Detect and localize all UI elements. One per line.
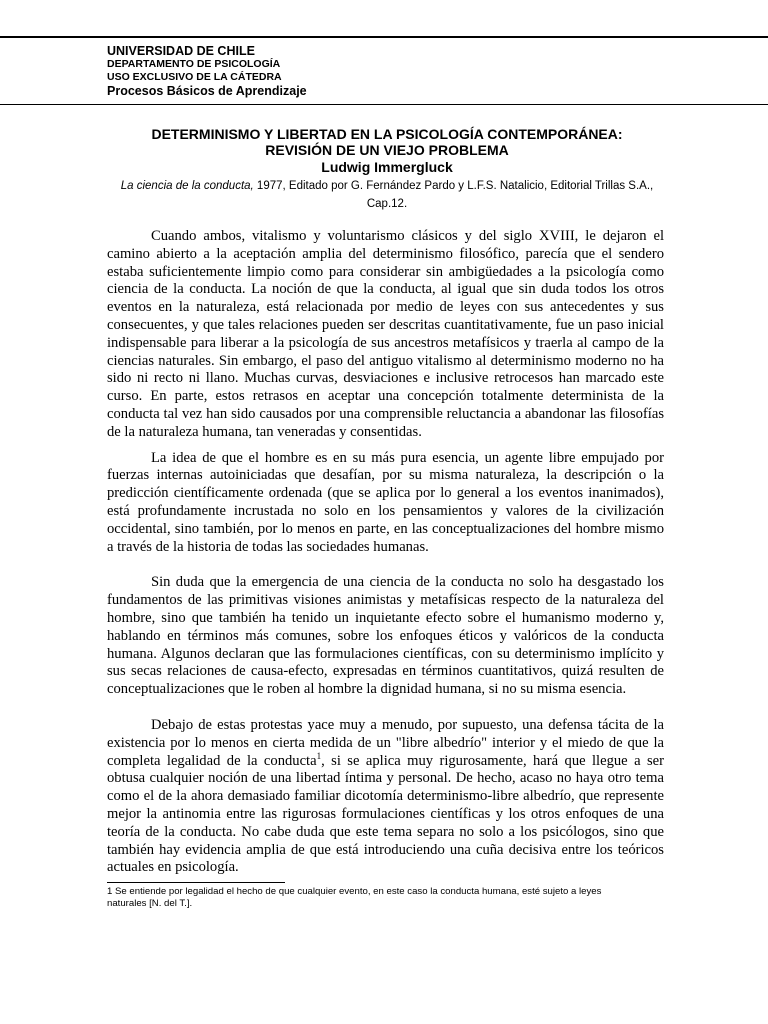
department-name: DEPARTAMENTO DE PSICOLOGÍA	[107, 58, 281, 70]
paragraph-2: La idea de que el hombre es en su más pura esencia, un agente libre empujado por fuerzas internas autoiniciadas que desafían, por su misma naturaleza, la descripción o la predicción científicamente ordenada (que se aplica por lo general a los eventos inanimados), está profundamente incrustada no solo en los pensamientos y valores de la civilización occidental, sino también, por lo menos en parte, en las conceptualizaciones del hombre mismo a través de la historia de todas las sociedades humanas.	[107, 449, 664, 555]
usage-note: USO EXCLUSIVO DE LA CÁTEDRA	[107, 71, 282, 83]
paragraph-4-part2: , si se aplica muy rigurosamente, hará que llegue a ser obtusa cualquier noción de una libertad íntima y personal. De hecho, acaso no haya otro tema como el de la ahora demasiado familiar dicotomía determinismo-libre albedrío, que represente mejor la antinomia entre las rigurosas formulaciones científicas y los otros enfoques de una teoría de la conducta. No cabe duda que este tema separa no solo a los psicólogos, sino que también hay evidencia amplia de que está introduciendo una cuña decisiva entre los teóricos actuales en psicología.	[107, 752, 664, 876]
article-title-block	[107, 126, 667, 213]
paragraph-4-part1: Debajo de estas protestas yace muy a menudo, por supuesto, una defensa tácita de la existencia por lo menos en cierta medida de un "libre albedrío" interior y el miedo de que la completa legalidad de la conducta	[107, 716, 664, 769]
university-name: UNIVERSIDAD DE CHILE	[107, 44, 255, 58]
footnote-reference[interactable]: 1	[316, 750, 322, 761]
article-body	[107, 228, 664, 895]
citation-book-title: La ciencia de la conducta,	[120, 180, 254, 192]
paragraph-4	[107, 717, 664, 877]
citation-details: 1977, Editado por G. Fernández Pardo y L.F.S. Natalicio, Editorial Trillas S.A., Cap.12.	[253, 180, 654, 210]
paragraph-1: Cuando ambos, vitalismo y voluntarismo clásicos y del siglo XVIII, le dejaron el camino abierto a la aceptación amplia del determinismo filosófico, parecía que el sendero estaba suficientemente limpio como para considerar sin ambigüedades a la psicología como ciencia de la conducta. La noción de que la conducta, al igual que sin duda todos los otros eventos en la naturaleza, está relacionada por medio de leyes con sus antecedentes y sus consecuentes, y que tales relaciones pueden ser descritas cuantitativamente, fue un paso inicial indispensable para liberar a la psicología de sus ancestros metafísicos y traerla al campo de la ciencias naturales. Sin embargo, el paso del antiguo vitalismo al determinismo moderno no ha sido ni recto ni llano. Muchas curvas, desviaciones e inclusive retrocesos han marcado este curso. En parte, estos retrasos en aceptar una concepción totalmente determinista de la conducta tal vez han sido causados por una comprensible reluctancia a abandonar las filosofías de la naturaleza humana, tan veneradas y consentidas.	[107, 228, 664, 440]
course-name: Procesos Básicos de Aprendizaje	[107, 84, 307, 98]
article-author: Ludwig Immergluck	[321, 159, 453, 175]
article-title-line1: DETERMINISMO Y LIBERTAD EN LA PSICOLOGÍA CONTEMPORÁNEA:	[151, 126, 623, 142]
top-rule	[0, 36, 768, 38]
article-citation	[107, 177, 667, 213]
paragraph-3: Sin duda que la emergencia de una ciencia de la conducta no solo ha desgastado los fundamentos de las primitivas visiones animistas y metafísicas respecto de la naturaleza del hombre, sino que también ha tenido un inquietante efecto sobre el humanismo moderno y, hablando en términos más comunes, sobre los enfoques éticos y valóricos de la conducta humana. Algunos declaran que las formulaciones científicas, con su determinismo implícito y sus secas relaciones de causa-efecto, expresadas en términos cuantitativos, quizá resulten de conceptualizaciones que le roben al hombre la dignidad humana, si no su misma esencia.	[107, 574, 664, 698]
header-rule	[0, 104, 768, 105]
footnote-rule	[107, 882, 285, 883]
document-header	[107, 44, 707, 99]
footnote: 1 Se entiende por legalidad el hecho de que cualquier evento, en este caso la conducta humana, esté sujeto a leyes naturales [N. del T.].	[107, 886, 602, 909]
article-title-line2: REVISIÓN DE UN VIEJO PROBLEMA	[265, 142, 509, 158]
